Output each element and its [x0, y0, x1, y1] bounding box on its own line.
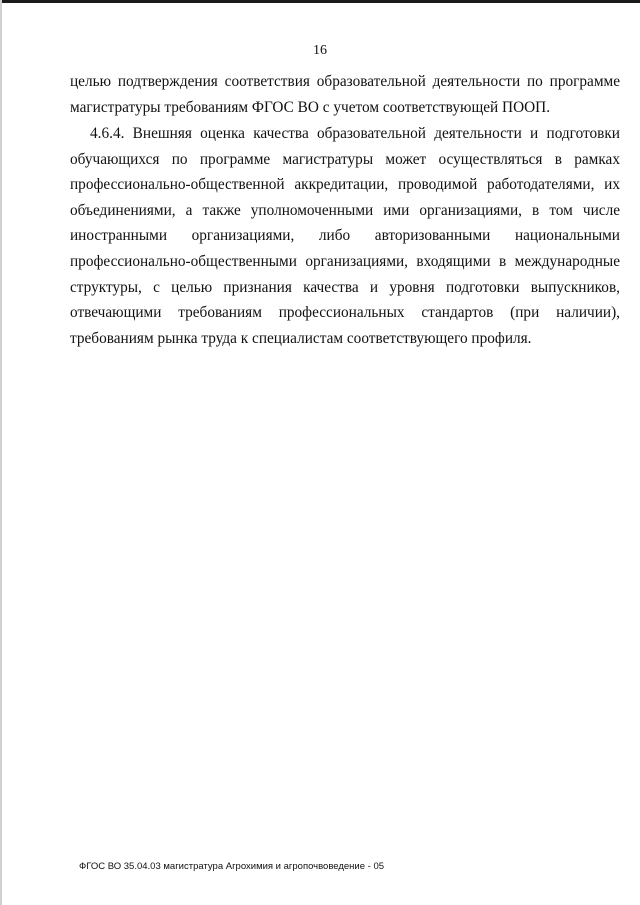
paragraph-continuation: целью подтверждения соответствия образовательной деятельности по программе магистратуры требованиям ФГОС ВО с учетом соответствующей ПООП.	[70, 73, 620, 116]
paragraph-4-6-4: 4.6.4. Внешняя оценка качества образовательной деятельности и подготовки обучающихся по программе магистратуры может осуществляться в рамках профессионально-общественной аккредитации, проводимой работодателями, их объединениями, а также уполномоченными ими организациями, в том числе иностранными организациями, либо авторизованными национальными профессионально-общественными организациями, входящими в международные структуры, с целью признания качества и уровня подготовки выпускников, отвечающими требованиям профессиональных стандартов (при наличии), требованиям рынка труда к специалистам соответствующего профиля.	[70, 125, 620, 347]
scan-edge-top	[0, 0, 640, 3]
document-footer: ФГОС ВО 35.04.03 магистратура Агрохимия и агропочвоведение - 05	[79, 861, 385, 872]
scan-edge-left	[0, 0, 2, 905]
page-number: 16	[313, 43, 327, 58]
